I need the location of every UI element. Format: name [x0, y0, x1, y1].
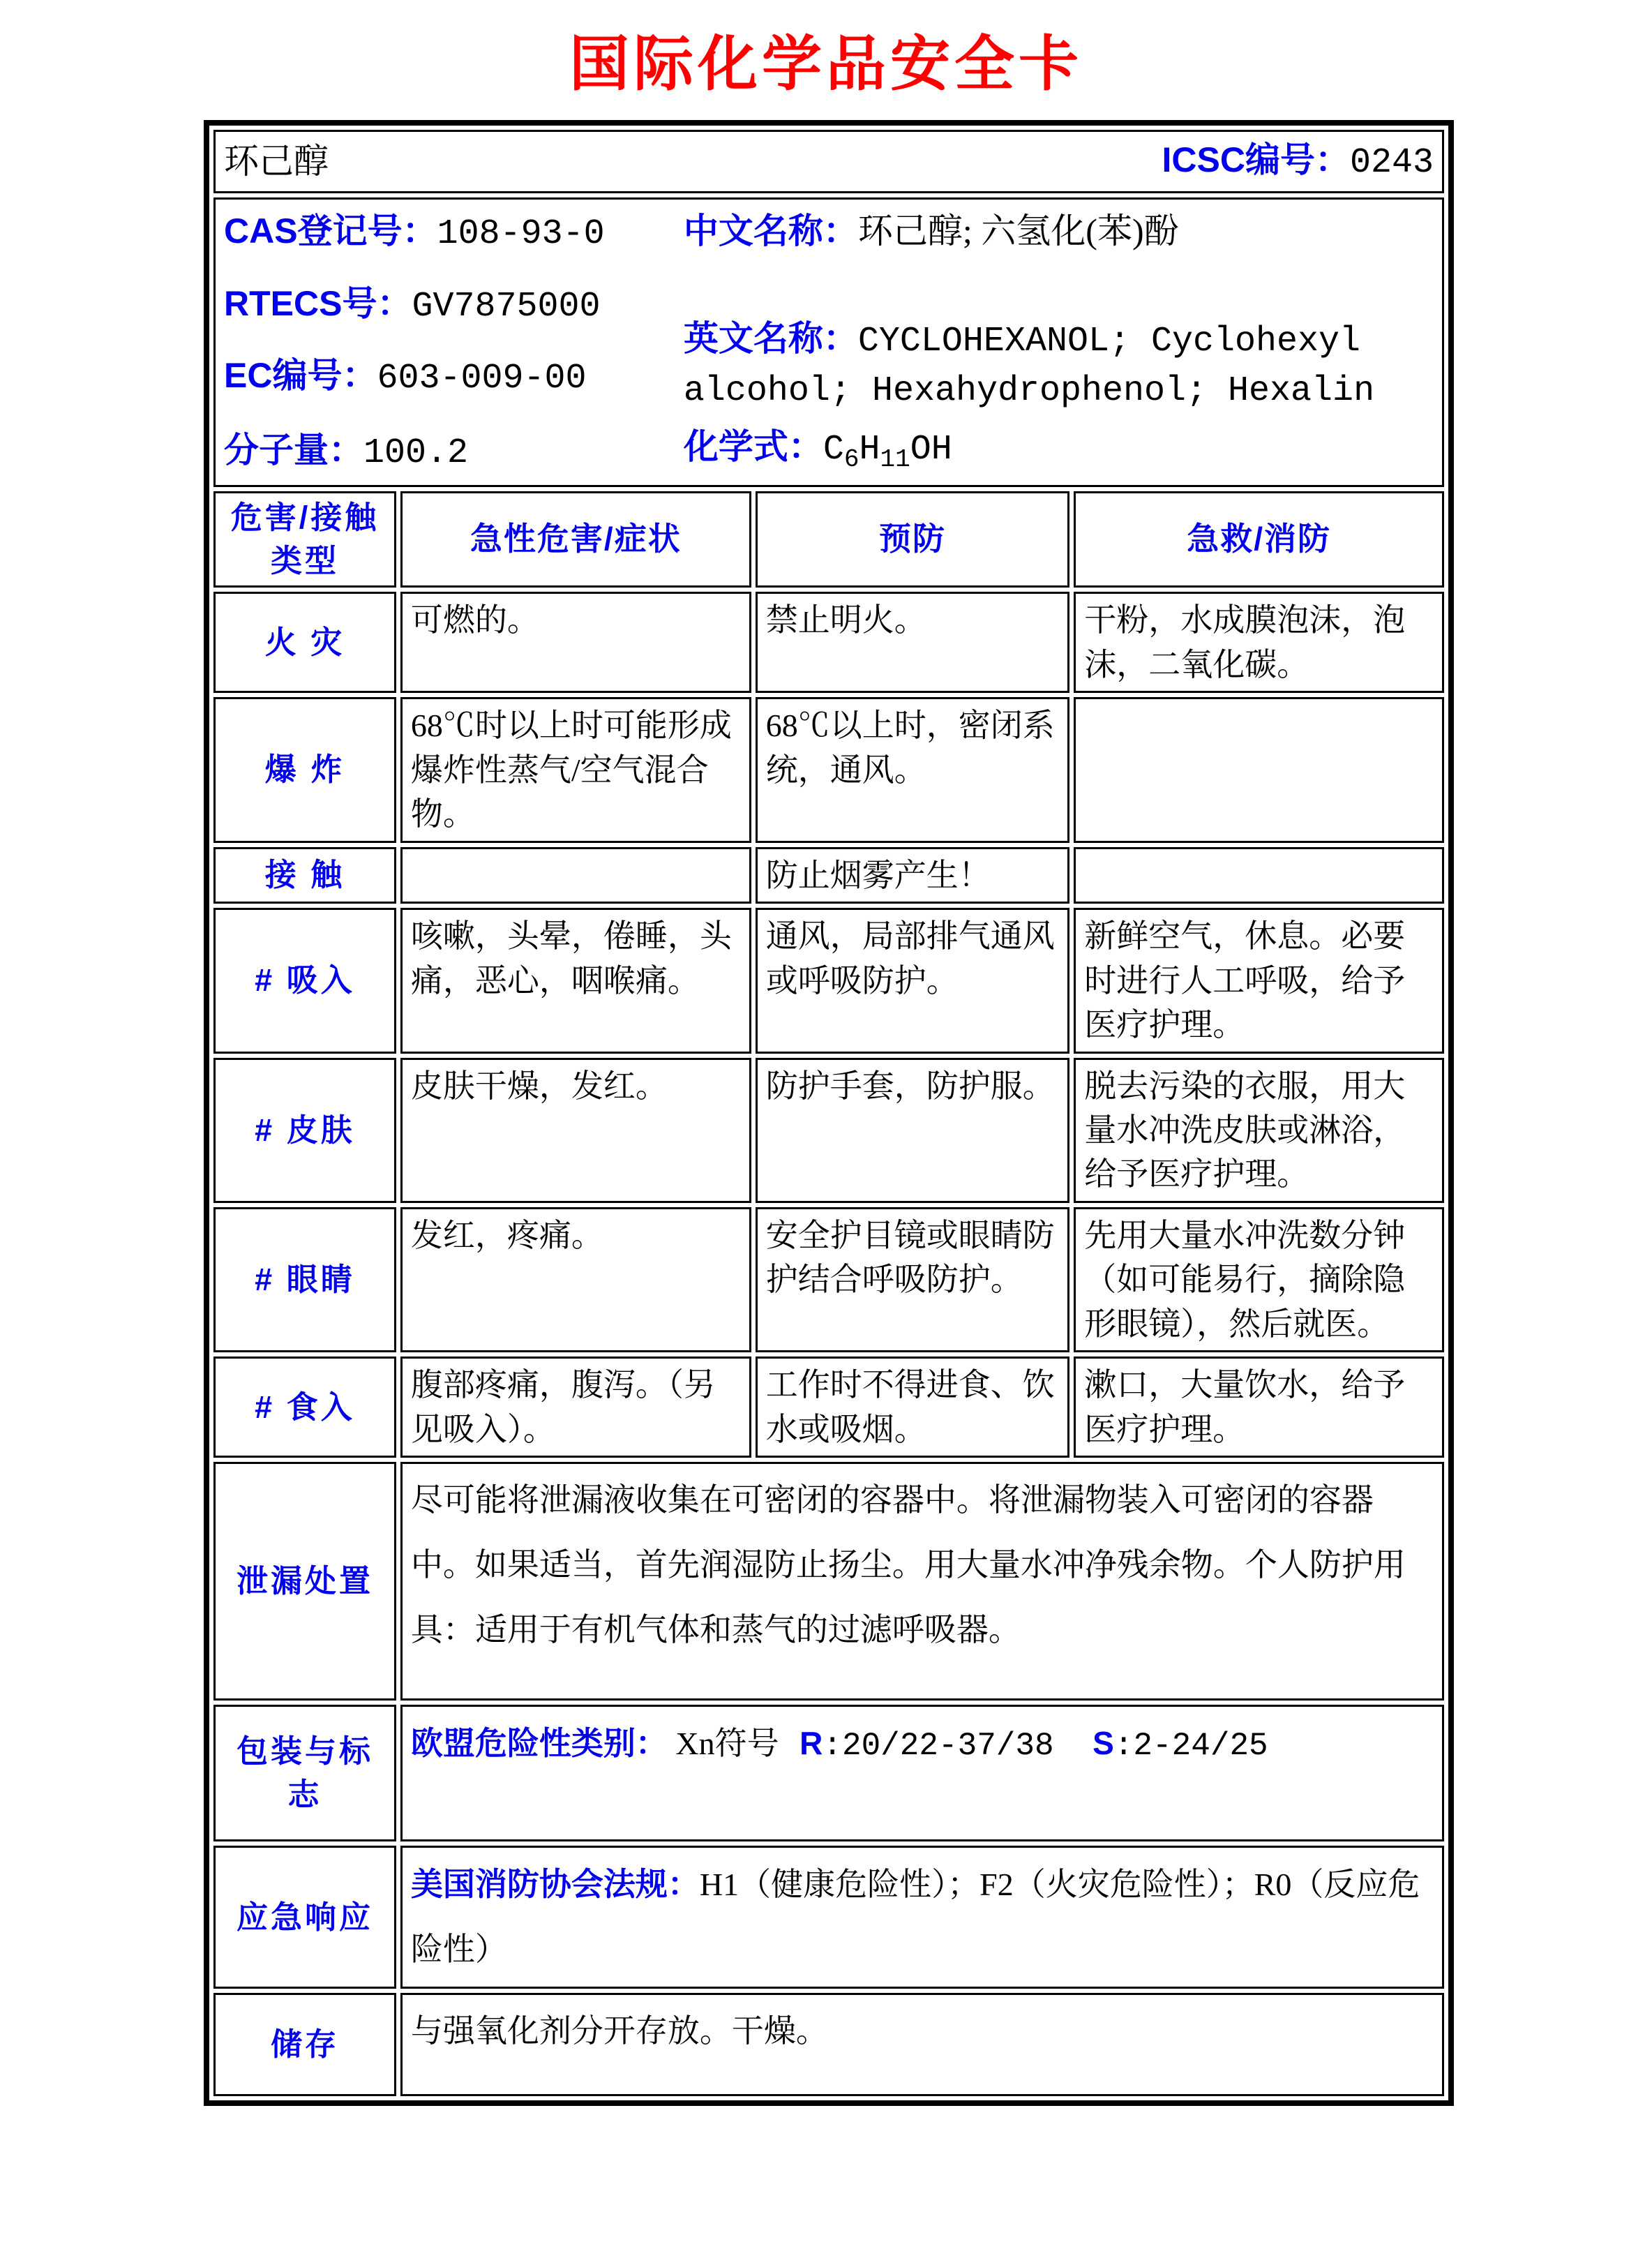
cas-line [224, 208, 684, 258]
formula-line [684, 424, 1434, 477]
identification-row [213, 197, 1444, 487]
icsc-label: ICSC编号： [1162, 140, 1350, 179]
skin-response-cell: 脱去污染的衣服，用大量水冲洗皮肤或淋浴，给予医疗护理。 [1074, 1058, 1444, 1203]
banner-row [213, 130, 1444, 193]
molecular-weight-value: 100.2 [363, 433, 469, 473]
eyes-label: # 眼睛 [213, 1207, 396, 1352]
eyes-prevention-cell: 安全护目镜或眼睛防护结合呼吸防护。 [756, 1207, 1069, 1352]
explosion-label: 爆 炸 [213, 697, 396, 842]
ec-label: EC编号： [224, 356, 377, 395]
inhalation-prevention-cell: 通风，局部排气通风或呼吸防护。 [756, 908, 1069, 1053]
contact-response-cell [1074, 847, 1444, 904]
safety-card [204, 120, 1454, 2106]
fire-label: 火 灾 [213, 592, 396, 693]
skin-label: # 皮肤 [213, 1058, 396, 1203]
packaging-content-cell [400, 1705, 1444, 1841]
hazard-row-explosion [213, 697, 1444, 842]
eyes-symptoms-cell: 发红，疼痛。 [400, 1207, 751, 1352]
hazard-row-eyes [213, 1207, 1444, 1352]
contact-label: 接 触 [213, 847, 396, 904]
eyes-response-cell: 先用大量水冲洗数分钟（如可能易行，摘除隐形眼镜），然后就医。 [1074, 1207, 1444, 1352]
icsc-number-group [1162, 136, 1434, 187]
chinese-name-label: 中文名称： [683, 211, 858, 251]
packaging-row [213, 1705, 1444, 1841]
skin-symptoms-cell: 皮肤干燥，发红。 [400, 1058, 751, 1203]
inhalation-response-cell: 新鲜空气，休息。必要时进行人工呼吸，给予医疗护理。 [1074, 908, 1444, 1053]
emergency-row [213, 1846, 1444, 1989]
r-phrase-label: R [799, 1725, 823, 1762]
identification-left-column [224, 204, 684, 481]
molecular-weight-label: 分子量： [224, 430, 363, 470]
spill-row [213, 1462, 1444, 1701]
hazard-type-header-line1: 危害/接触 [230, 500, 380, 536]
explosion-prevention-cell: 68℃以上时，密闭系统，通风。 [756, 697, 1069, 842]
english-name-label: 英文名称： [683, 318, 858, 358]
firstaid-header: 急救/消防 [1074, 491, 1444, 588]
rtecs-line [224, 281, 684, 331]
cas-value: 108-93-0 [437, 214, 605, 254]
contact-prevention-cell: 防止烟雾产生！ [756, 847, 1069, 904]
formula-value: $C_6H_{11}OH$ [823, 429, 952, 474]
storage-content-cell: 与强氧化剂分开存放。干燥。 [400, 1993, 1444, 2096]
chinese-name-line [684, 208, 1434, 255]
hazard-row-fire [213, 592, 1444, 693]
rtecs-label: RTECS号： [224, 283, 412, 323]
ec-value: 603-009-00 [377, 359, 587, 398]
banner-cell [213, 130, 1444, 193]
packaging-label: 包装与标志 [213, 1705, 396, 1841]
hazard-row-skin [213, 1058, 1444, 1203]
s-phrase-value: :2-24/25 [1113, 1728, 1268, 1765]
english-name-line [684, 315, 1434, 415]
ingestion-label: # 食入 [213, 1357, 396, 1458]
icsc-table [204, 120, 1454, 2106]
inhalation-label: # 吸入 [213, 908, 396, 1053]
fire-response-cell: 干粉，水成膜泡沫，泡沫，二氧化碳。 [1074, 592, 1444, 693]
ingestion-response-cell: 漱口，大量饮水，给予医疗护理。 [1074, 1357, 1444, 1458]
hazard-row-ingestion [213, 1357, 1444, 1458]
cas-label: CAS登记号： [224, 211, 437, 251]
storage-label: 储存 [213, 1993, 396, 2096]
eu-class-label: 欧盟危险性类别： [410, 1725, 668, 1762]
eu-class-xn: Xn符号 [675, 1726, 779, 1762]
contact-symptoms-cell [400, 847, 751, 904]
fire-symptoms-cell: 可燃的。 [400, 592, 751, 693]
skin-prevention-cell: 防护手套，防护服。 [756, 1058, 1069, 1203]
ingestion-prevention-cell: 工作时不得进食、饮水或吸烟。 [756, 1357, 1069, 1458]
icsc-number: 0243 [1349, 143, 1434, 183]
symptoms-header: 急性危害/症状 [400, 491, 751, 588]
hazard-row-contact [213, 847, 1444, 904]
hazard-type-header [213, 491, 396, 588]
english-name-value: CYCLOHEXANOL; Cyclohexyl alcohol; Hexahydrophenol; Hexalin [683, 321, 1375, 411]
substance-name: 环己醇 [224, 142, 329, 181]
nfpa-label: 美国消防协会法规： [410, 1866, 700, 1903]
molecular-weight-line [224, 427, 684, 477]
ingestion-symptoms-cell: 腹部疼痛，腹泻。（另见吸入）。 [400, 1357, 751, 1458]
emergency-content-cell [400, 1846, 1444, 1989]
explosion-response-cell [1074, 697, 1444, 842]
rtecs-value: GV7875000 [412, 286, 601, 327]
spill-content-cell: 尽可能将泄漏液收集在可密闭的容器中。将泄漏物装入可密闭的容器中。如果适当，首先润湿防止扬尘。用大量水冲净残余物。个人防护用具：适用于有机气体和蒸气的过滤呼吸器。 [400, 1462, 1444, 1701]
s-phrase-label: S [1092, 1725, 1114, 1762]
nfpa-value: H1（健康危险性）；F2（火灾危险性）；R0（反应危险性） [410, 1867, 1420, 1968]
page-title: 国际化学品安全卡 [569, 31, 1083, 98]
emergency-label: 应急响应 [213, 1846, 396, 1989]
chinese-name-value: 环己醇; 六氢化(苯)酚 [857, 211, 1179, 251]
ec-line [224, 352, 684, 403]
prevention-header: 预防 [756, 491, 1069, 588]
explosion-symptoms-cell: 68℃时以上时可能形成爆炸性蒸气/空气混合物。 [400, 697, 751, 842]
fire-prevention-cell: 禁止明火。 [756, 592, 1069, 693]
storage-row [213, 1993, 1444, 2096]
formula-label: 化学式： [683, 426, 823, 466]
hazard-header-row [213, 491, 1444, 588]
identification-right-column [684, 204, 1434, 481]
hazard-row-inhalation [213, 908, 1444, 1053]
r-phrase-value: :20/22-37/38 [823, 1728, 1054, 1765]
hazard-type-header-line2: 类型 [270, 543, 339, 579]
identification-cell [213, 197, 1444, 487]
inhalation-symptoms-cell: 咳嗽，头晕，倦睡，头痛，恶心，咽喉痛。 [400, 908, 751, 1053]
spill-label: 泄漏处置 [213, 1462, 396, 1701]
